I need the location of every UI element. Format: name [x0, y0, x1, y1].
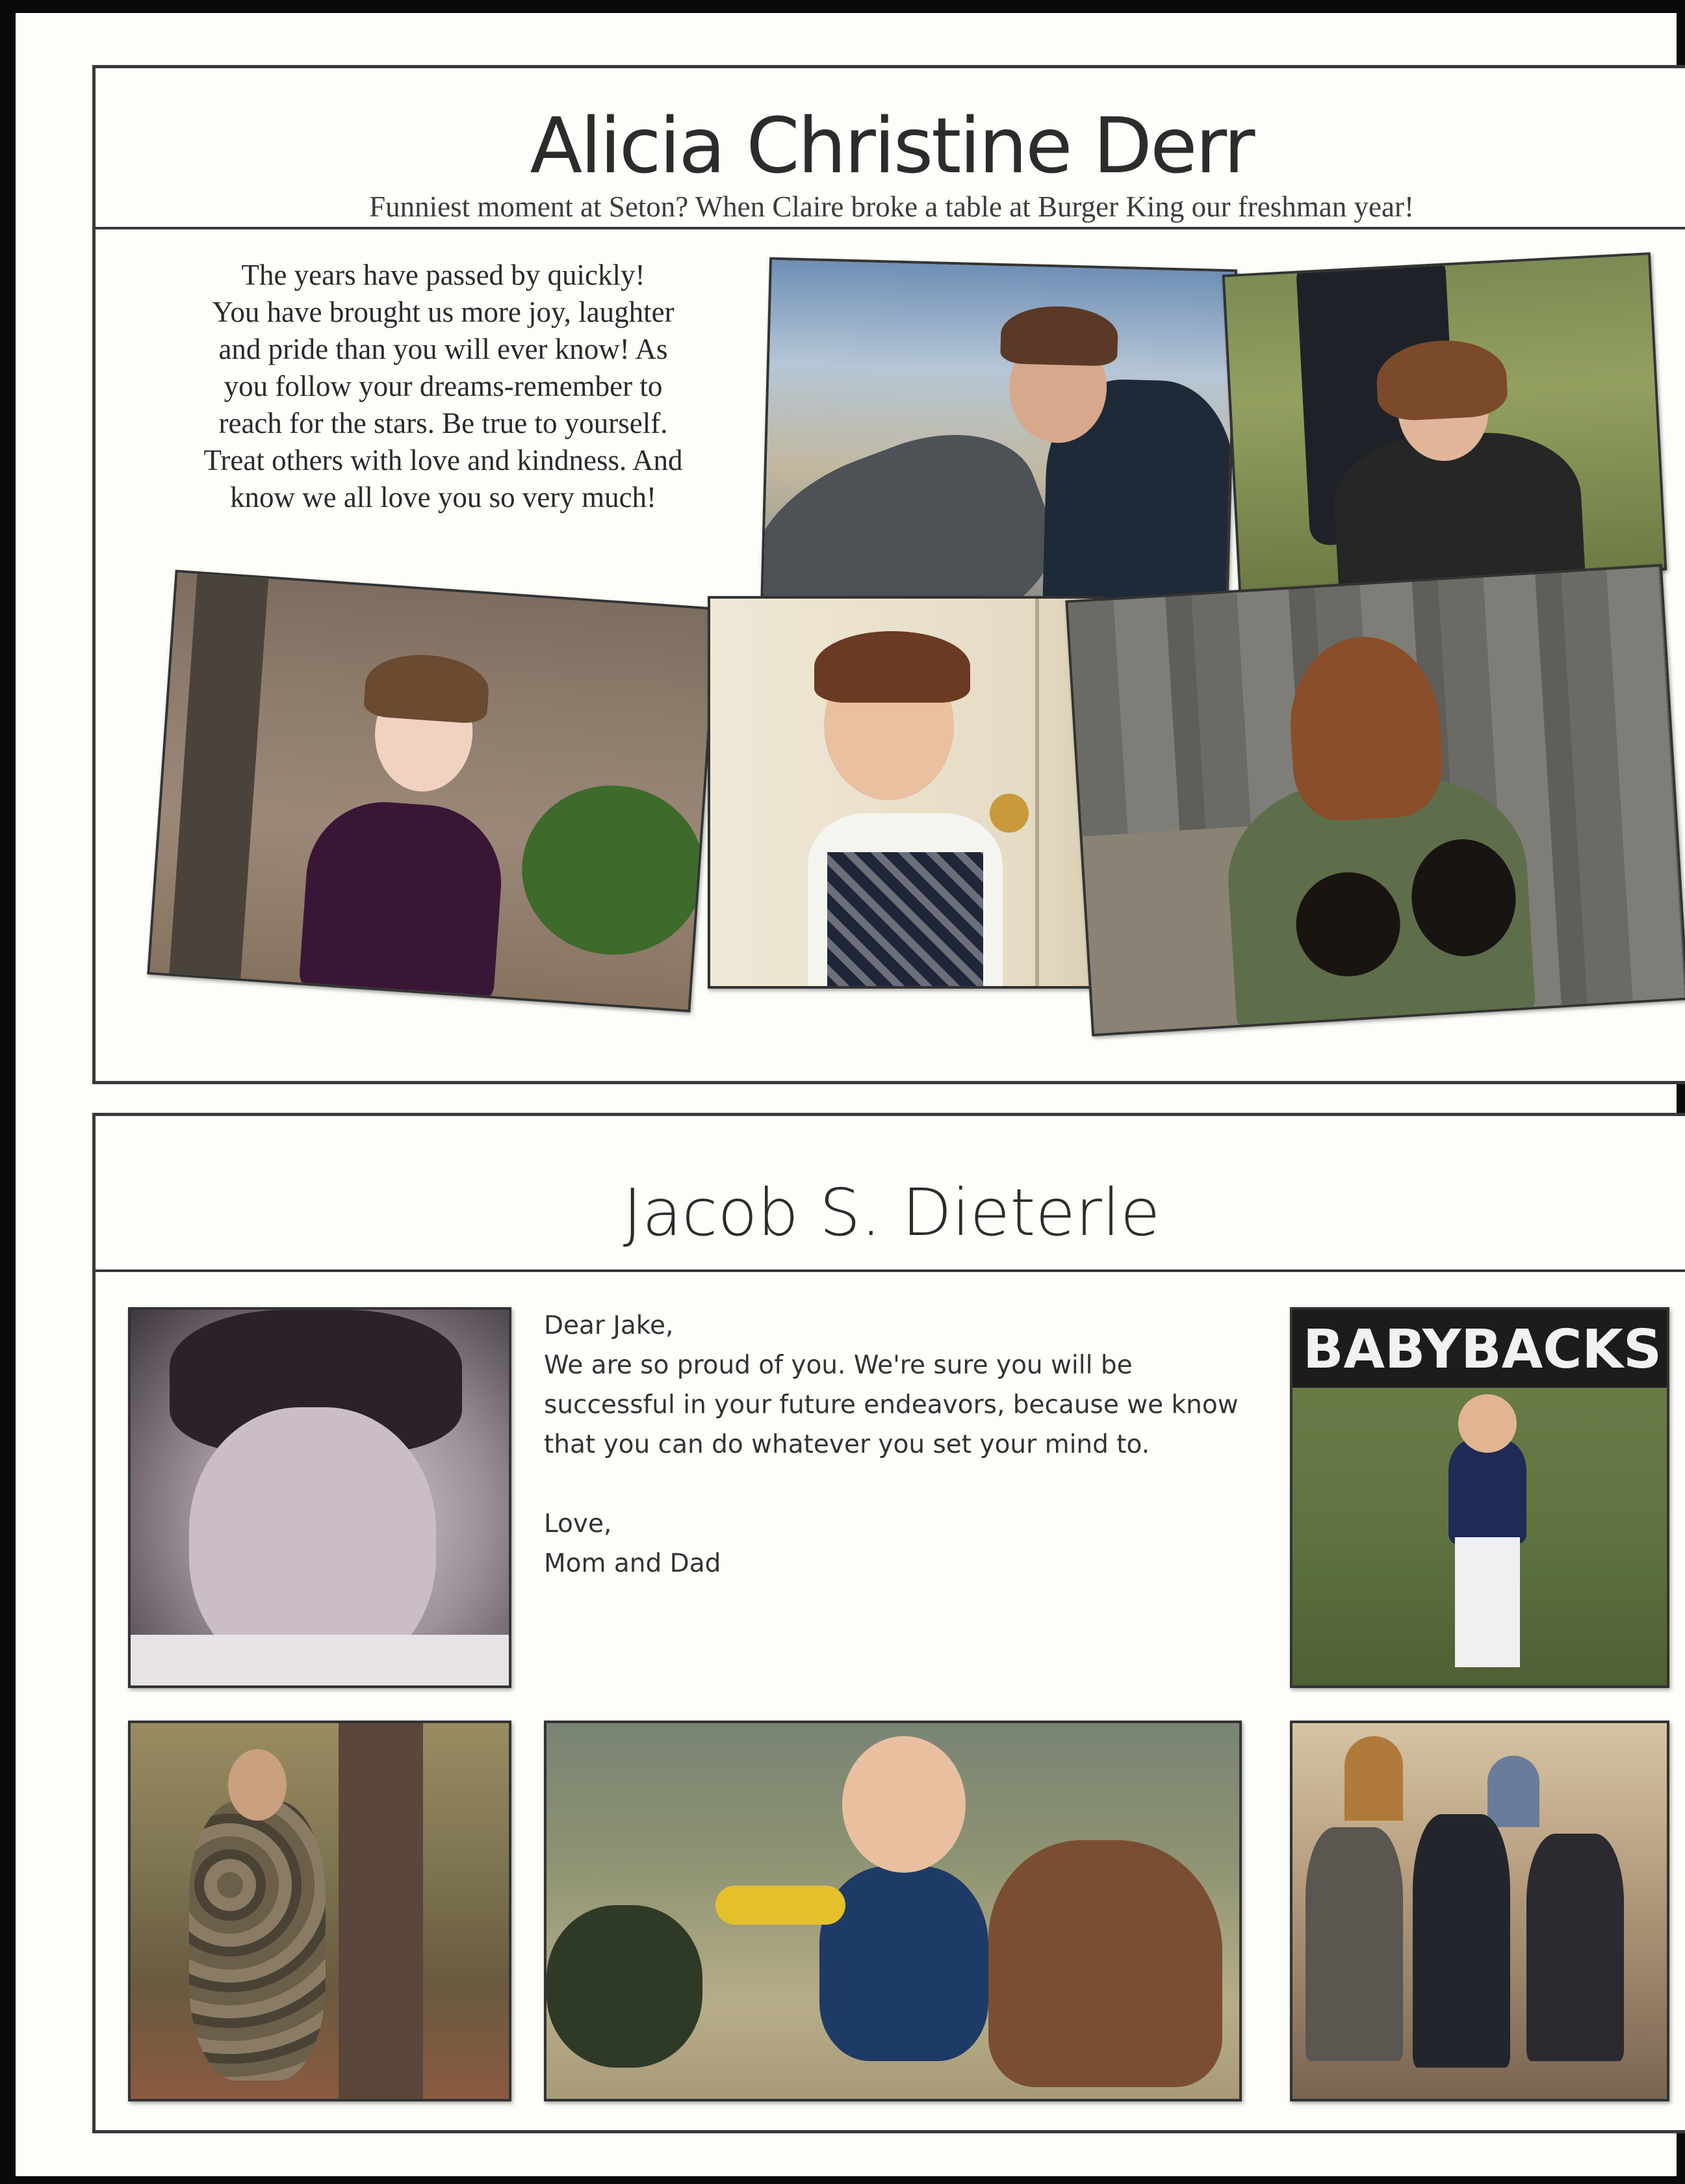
man-suit [1306, 1827, 1403, 2061]
person-camo [189, 1801, 326, 2081]
message-line: Treat others with love and kindness. And [203, 444, 683, 476]
baby-head [842, 1736, 966, 1873]
door-edge [1035, 599, 1039, 989]
parents-letter [544, 1306, 1246, 1583]
message-line: you follow your dreams-remember to [224, 370, 663, 402]
player-body [1448, 1440, 1526, 1544]
baby-overalls [819, 1866, 988, 2061]
plant [547, 1905, 702, 2068]
man-suit [1413, 1814, 1510, 2068]
letter-line: that you can do whatever you set your mind to. [544, 1430, 1150, 1459]
girl-with-dogs-photo [1065, 564, 1685, 1037]
shrub [516, 779, 709, 961]
person-dress [298, 797, 506, 1005]
letter-line: We are so proud of you. We're sure you will be [544, 1351, 1133, 1380]
girl-with-dolphin-photo [760, 257, 1237, 619]
letter-spacer [544, 1464, 1246, 1504]
door-knob [990, 794, 1029, 833]
tree-trunk [339, 1723, 423, 2101]
stained-window [1487, 1756, 1539, 1827]
banner-text: BABYBACKS [1302, 1319, 1662, 1381]
jacob-dieterle-section [92, 1113, 1685, 2133]
player-head [1458, 1394, 1517, 1453]
alicia-derr-section [92, 65, 1685, 1084]
child-jumper [827, 852, 983, 989]
person-face [228, 1749, 287, 1821]
letter-line: successful in your future endeavors, because we know [544, 1390, 1239, 1420]
header-divider [96, 1269, 1685, 1272]
boy-shirt [131, 1635, 511, 1688]
church-group-photo [1290, 1721, 1669, 2101]
funniest-moment-caption: Funniest moment at Seton? When Claire broke a table at Burger King our freshman year! [369, 190, 1414, 223]
child-hair [814, 631, 970, 703]
person-hair [1285, 632, 1446, 824]
banner [1293, 1310, 1669, 1388]
blowing-kiss-photo [147, 570, 718, 1013]
player-pants [1455, 1537, 1520, 1667]
letter-signature: Mom and Dad [544, 1549, 721, 1578]
stained-window [1344, 1736, 1403, 1821]
boy-portrait-photo [128, 1307, 511, 1688]
message-line: The years have passed by quickly! [241, 259, 645, 291]
student-name-alicia: Alicia Christine Derr [530, 101, 1254, 190]
person-hair [1000, 305, 1118, 367]
message-line: You have brought us more joy, laughter [212, 296, 675, 328]
message-line: reach for the stars. Be true to yourself. [218, 407, 668, 439]
rock [988, 1840, 1222, 2087]
baby-with-toy-photo [544, 1721, 1242, 2101]
parent-message [122, 257, 765, 516]
girl-in-chair-photo [1222, 252, 1667, 593]
yearbook-page [16, 13, 1677, 2176]
message-line: and pride than you will ever know! As [218, 333, 668, 365]
header-divider [96, 227, 1685, 229]
person-hair [363, 651, 491, 724]
child-school-uniform-photo [708, 596, 1104, 989]
toy [715, 1886, 845, 1925]
dolphin-shape [760, 404, 1075, 619]
baseball-player-photo [1290, 1307, 1669, 1688]
camouflage-outdoors-photo [128, 1721, 511, 2101]
student-name-jacob: Jacob S. Dieterle [623, 1175, 1161, 1251]
letter-salutation: Dear Jake, [544, 1311, 674, 1340]
letter-closing: Love, [544, 1509, 612, 1539]
tree-trunk [169, 574, 268, 983]
man-suit [1526, 1834, 1624, 2061]
message-line: know we all love you so very much! [229, 481, 657, 514]
